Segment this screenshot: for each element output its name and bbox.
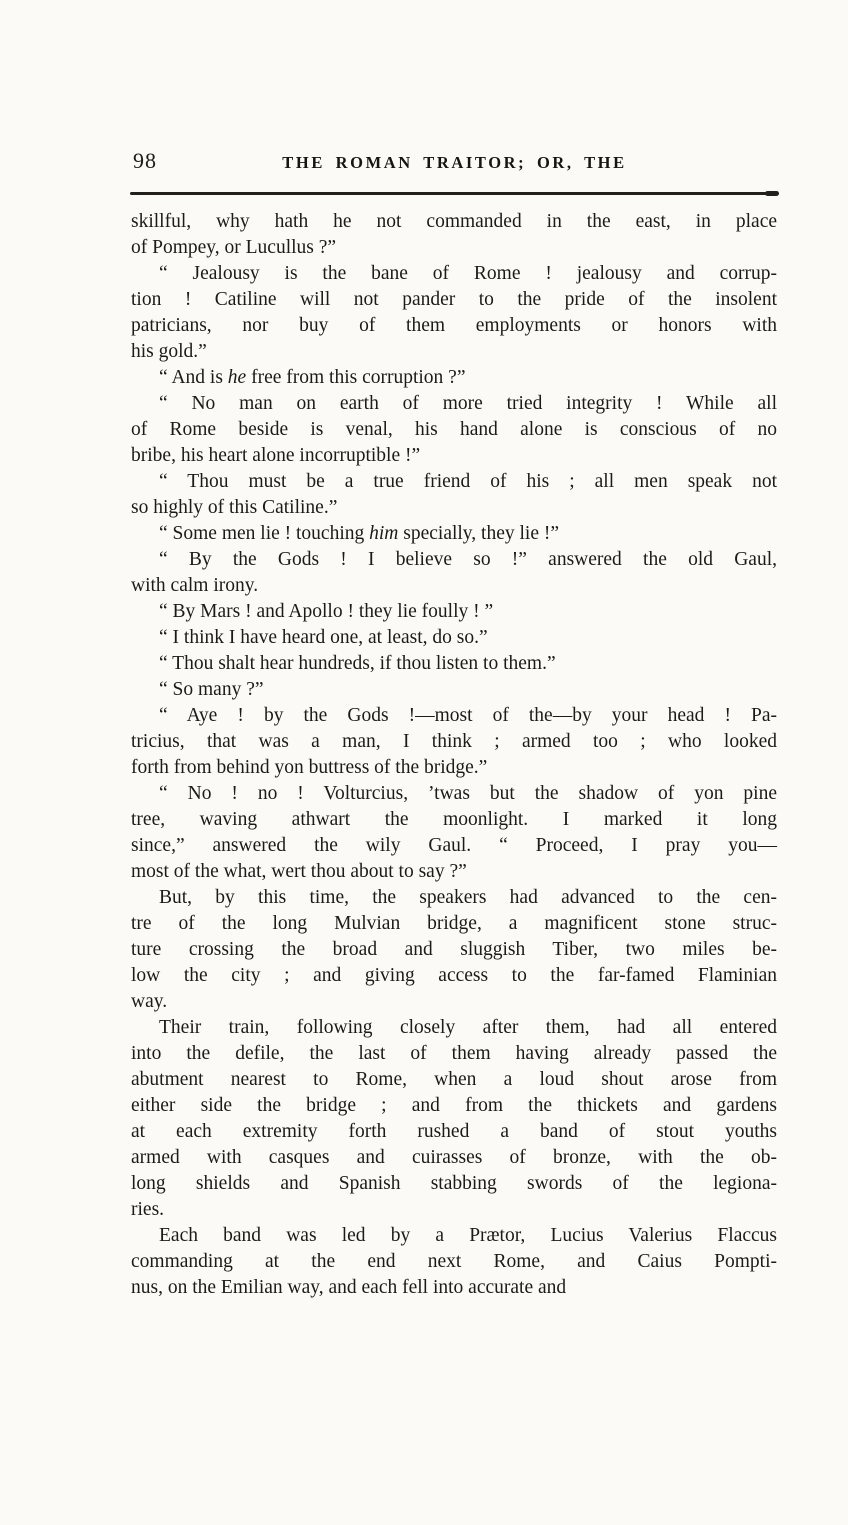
text-line: tion ! Catiline will not pander to the pride of the insolent	[131, 289, 777, 310]
text-line: Each band was led by a Prætor, Lucius Valerius Flaccus	[159, 1225, 777, 1246]
text-line: low the city ; and giving access to the far-famed Flaminian	[131, 965, 777, 986]
text-line: of Pompey, or Lucullus ?”	[131, 237, 337, 258]
text-line: bribe, his heart alone incorruptible !”	[131, 445, 421, 466]
text-line: “ By the Gods ! I believe so !” answered the old Gaul,	[159, 549, 777, 570]
text-line: skillful, why hath he not commanded in the east, in place	[131, 211, 777, 232]
header-rule	[130, 192, 778, 195]
text-line: tree, waving athwart the moonlight. I marked it long	[131, 809, 777, 830]
paragraph	[131, 781, 777, 885]
text-line: “ I think I have heard one, at least, do so.”	[159, 627, 488, 648]
text-line: long shields and Spanish stabbing swords of the legiona-	[131, 1173, 777, 1194]
paragraph	[131, 1223, 777, 1301]
text-line: so highly of this Catiline.”	[131, 497, 338, 518]
text-line: “ No ! no ! Volturcius, ’twas but the shadow of yon pine	[159, 783, 777, 804]
text-line: into the defile, the last of them having already passed the	[131, 1043, 777, 1064]
text-line: But, by this time, the speakers had advanced to the cen-	[159, 887, 777, 908]
text-line: “ So many ?”	[159, 679, 264, 700]
text-line: “ By Mars ! and Apollo ! they lie foully ! ”	[159, 601, 494, 622]
text-line: abutment nearest to Rome, when a loud shout arose from	[131, 1069, 777, 1090]
text-line: at each extremity forth rushed a band of stout youths	[131, 1121, 777, 1142]
paragraph	[131, 703, 777, 781]
text-line: tre of the long Mulvian bridge, a magnificent stone struc-	[131, 913, 777, 934]
text-line: since,” answered the wily Gaul. “ Proceed, I pray you—	[131, 835, 777, 856]
text-line: armed with casques and cuirasses of bronze, with the ob-	[131, 1147, 777, 1168]
paragraph	[131, 365, 777, 391]
paragraph	[131, 885, 777, 1015]
paragraph	[131, 625, 777, 651]
text-line: his gold.”	[131, 341, 207, 362]
text-line: “ And is he free from this corruption ?”	[159, 367, 466, 388]
text-line: most of the what, wert thou about to say ?”	[131, 861, 467, 882]
page-number: 98	[133, 148, 157, 173]
text-line: of Rome beside is venal, his hand alone is conscious of no	[131, 419, 777, 440]
text-line: way.	[131, 991, 168, 1012]
text-line: ries.	[131, 1199, 165, 1220]
paragraph	[131, 651, 777, 677]
paragraph	[131, 391, 777, 469]
text-line: ture crossing the broad and sluggish Tiber, two miles be-	[131, 939, 777, 960]
paragraph	[131, 1015, 777, 1223]
paragraph	[131, 521, 777, 547]
text-line: “ Jealousy is the bane of Rome ! jealousy and corrup-	[159, 263, 777, 284]
paragraph	[131, 209, 777, 261]
text-line: commanding at the end next Rome, and Caius Pompti-	[131, 1251, 777, 1272]
paragraph	[131, 261, 777, 365]
text-line: Their train, following closely after them, had all entered	[159, 1017, 777, 1038]
running-title: THE ROMAN TRAITOR; OR, THE	[282, 153, 627, 172]
text-line: nus, on the Emilian way, and each fell into accurate and	[131, 1277, 567, 1298]
text-line: patricians, nor buy of them employments or honors with	[131, 315, 777, 336]
text-line: “ Aye ! by the Gods !—most of the—by your head ! Pa-	[159, 705, 777, 726]
paragraph	[131, 547, 777, 599]
text-line: “ Some men lie ! touching him specially, they lie !”	[159, 523, 560, 544]
paragraph	[131, 469, 777, 521]
text-line: either side the bridge ; and from the thickets and gardens	[131, 1095, 777, 1116]
text-line: forth from behind yon buttress of the bridge.”	[131, 757, 488, 778]
page-header	[131, 146, 778, 180]
text-line: “ No man on earth of more tried integrity ! While all	[159, 393, 777, 414]
text-line: “ Thou must be a true friend of his ; all men speak not	[159, 471, 777, 492]
paragraph	[131, 599, 777, 625]
text-block	[131, 209, 777, 1301]
paragraph	[131, 677, 777, 703]
text-line: “ Thou shalt hear hundreds, if thou listen to them.”	[159, 653, 556, 674]
text-line: tricius, that was a man, I think ; armed too ; who looked	[131, 731, 777, 752]
text-line: with calm irony.	[131, 575, 259, 596]
